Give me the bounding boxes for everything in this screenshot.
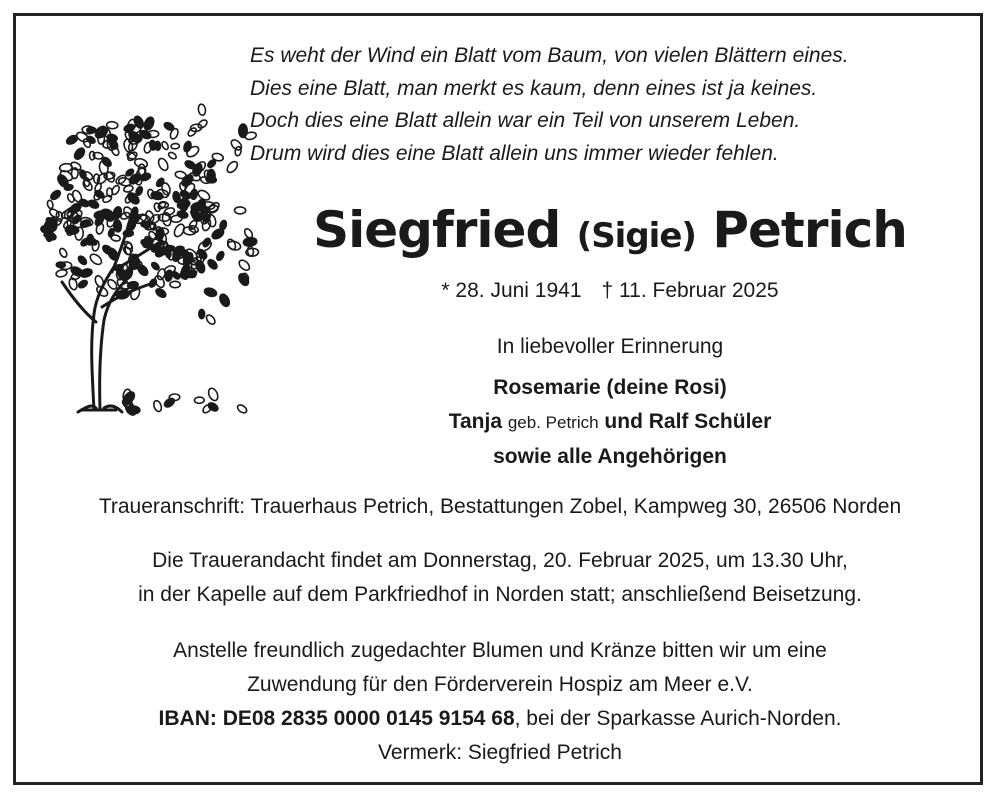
mourner-line: Rosemarie (deine Rosi) xyxy=(493,376,727,399)
life-dates xyxy=(300,275,920,307)
nickname: (Sigie) xyxy=(576,216,696,256)
poem-line: Drum wird dies eine Blatt allein uns immer wieder fehlen. xyxy=(250,141,779,165)
bank-name: , bei der Sparkasse Aurich-Norden. xyxy=(514,707,842,730)
service-line: Die Trauerandacht findet am Donnerstag, 20. Februar 2025, um 13.30 Uhr, xyxy=(152,549,848,572)
deceased-name xyxy=(290,195,930,271)
death-date: † 11. Februar 2025 xyxy=(601,279,779,302)
birth-date: * 28. Juni 1941 xyxy=(441,279,582,302)
donation-line: Zuwendung für den Förderverein Hospiz am Meer e.V. xyxy=(247,673,753,696)
memorial-poem xyxy=(250,40,849,170)
iban: IBAN: DE08 2835 0000 0145 9154 68 xyxy=(158,707,515,730)
mourner-line xyxy=(300,405,920,440)
poem-line: Doch dies eine Blatt allein war ein Teil von unserem Leben. xyxy=(250,109,801,132)
windblown-tree-icon xyxy=(32,92,262,422)
mourner-rest: und Ralf Schüler xyxy=(604,410,772,433)
donation-bank-line xyxy=(20,702,980,736)
mourner-name: Tanja xyxy=(448,410,502,433)
donation-reference: Vermerk: Siegfried Petrich xyxy=(378,741,622,764)
mourner-nee: geb. Petrich xyxy=(507,413,599,432)
first-name: Siegfried xyxy=(313,201,561,259)
donation-info xyxy=(20,634,980,770)
mourners-list xyxy=(300,371,920,474)
service-line: in der Kapelle auf dem Parkfriedhof in Norden statt; anschließend Beisetzung. xyxy=(138,583,862,606)
poem-line: Dies eine Blatt, man merkt es kaum, denn eines ist ja keines. xyxy=(250,76,818,100)
poem-line: Es weht der Wind ein Blatt vom Baum, von vielen Blättern eines. xyxy=(250,44,849,67)
remembrance-intro: In liebevoller Erinnerung xyxy=(496,335,724,358)
last-name: Petrich xyxy=(712,201,907,259)
donation-line: Anstelle freundlich zugedachter Blumen und Kränze bitten wir um eine xyxy=(173,639,827,662)
mourner-line: sowie alle Angehörigen xyxy=(493,445,727,468)
service-info xyxy=(20,544,980,612)
mourning-address: Traueranschrift: Trauerhaus Petrich, Bestattungen Zobel, Kampweg 30, 26506 Norden xyxy=(98,495,902,518)
